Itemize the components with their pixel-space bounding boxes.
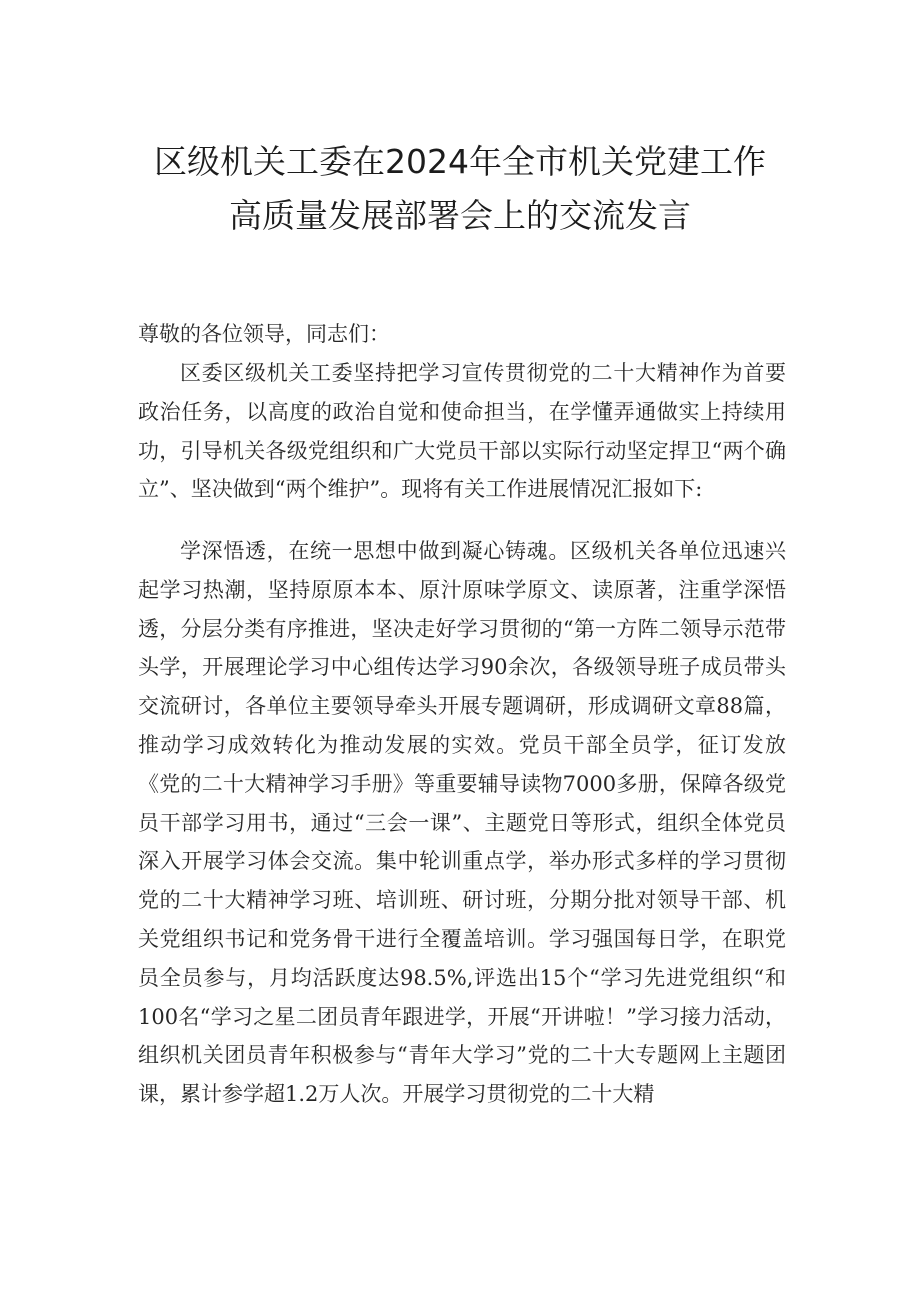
document-title-line-1: 区级机关工委在2024年全市机关党建工作 xyxy=(154,142,766,181)
salutation: 尊敬的各位领导，同志们： xyxy=(138,322,390,346)
paragraph-intro: 区委区级机关工委坚持把学习宣传贯彻党的二十大精神作为首要政治任务，以高度的政治自觉和使命担当，在学懂弄通做实上持续用功，引导机关各级党组织和广大党员干部以实际行动坚定捍卫“两个确立”、坚决做到“两个维护”。现将有关工作进展情况汇报如下: xyxy=(138,361,786,502)
paragraph-study: 学深悟透，在统一思想中做到凝心铸魂。区级机关各单位迅速兴起学习热潮，坚持原原本本、原汁原味学原文、读原著，注重学深悟透，分层分类有序推进，坚决走好学习贯彻的“第一方阵二领导示范带头学，开展理论学习中心组传达学习90余次，各级领导班子成员带头交流研讨，各单位主要领导牵头开展专题调研，形成调研文章88篇，推动学习成效转化为推动发展的实效。党员干部全员学，征订发放《党的二十大精神学习手册》等重要辅导读物7000多册，保障各级党员干部学习用书，通过“三会一课”、主题党日等形式，组织全体党员深入开展学习体会交流。集中轮训重点学，举办形式多样的学习贯彻党的二十大精神学习班、培训班、研讨班，分期分批对领导干部、机关党组织书记和党务骨干进行全覆盖培训。学习强国每日学，在职党员全员参与，月均活跃度达98.5%,评选出15个“学习先进党组织“和100名“学习之星二团员青年跟进学，开展“开讲啦！”学习接力活动，组织机关团员青年积极参与“青年大学习”党的二十大专题网上主题团课，累计参学超1.2万人次。开展学习贯彻党的二十大精 xyxy=(138,539,786,1107)
document-title-line-2: 高质量发展部署会上的交流发言 xyxy=(229,196,691,235)
